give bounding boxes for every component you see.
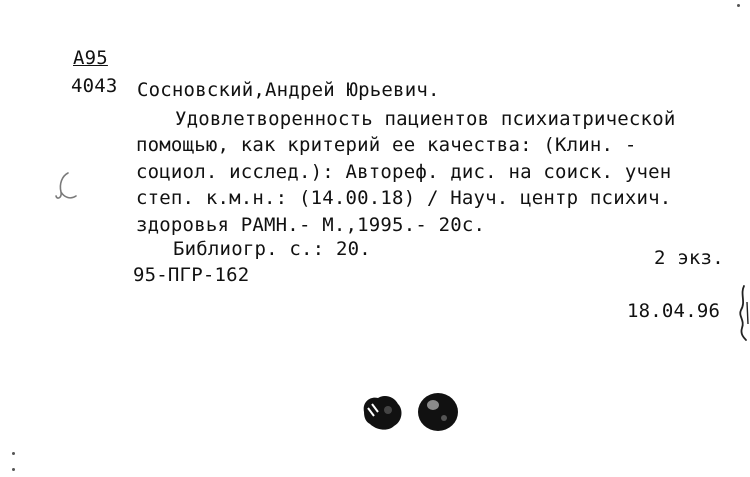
- copies-count: 2 экз.: [654, 247, 724, 269]
- card-date: 18.04.96: [627, 300, 721, 322]
- title-line: социол. исслед.): Автореф. дис. на соиск. учен: [136, 161, 672, 183]
- shelf-mark: А95: [73, 47, 108, 69]
- title-line: здоровья РАМН.- М.,1995.- 20с.: [136, 214, 486, 236]
- speck: [12, 468, 15, 471]
- title-line: Удовлетворенность пациентов психиатрической: [175, 108, 676, 130]
- bibliography-note: Библиогр. с.: 20.: [173, 238, 371, 260]
- author-name: Сосновский,Андрей Юрьевич.: [137, 79, 440, 101]
- punch-hole-icon: [416, 390, 460, 434]
- title-line: помощью, как критерий ее качества: (Клин. -: [136, 134, 637, 156]
- record-code: 95-ПГР-162: [133, 264, 250, 286]
- punch-hole-icon: [358, 390, 406, 434]
- title-line: степ. к.м.н.: (14.00.18) / Науч. центр психич.: [136, 187, 672, 209]
- handwritten-mark-icon: [54, 170, 80, 204]
- speck: [737, 4, 740, 7]
- speck: [12, 452, 15, 455]
- inventory-number: 4043: [71, 75, 118, 97]
- handwritten-bracket-icon: [736, 284, 750, 342]
